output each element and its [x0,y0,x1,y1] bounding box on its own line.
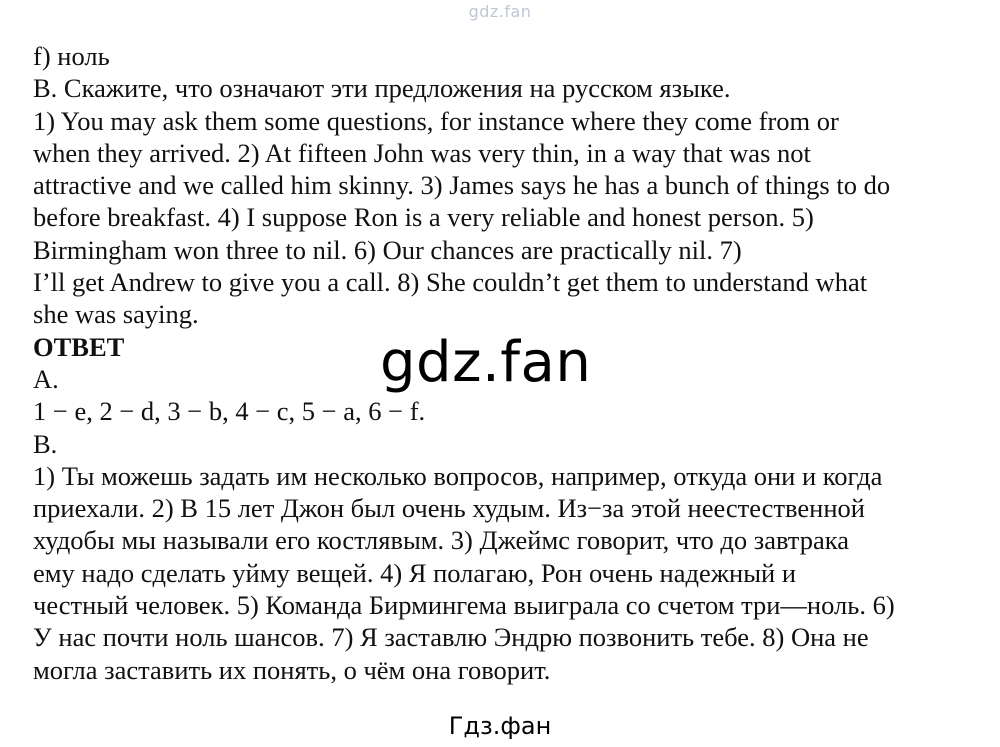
answer-section-a-label: A. [33,363,59,394]
text-line: she was saying. [33,299,199,330]
section-heading-b: B. Скажите, что означают эти предложения на русском языке. [33,73,731,104]
text-line: attractive and we called him skinny. 3) James says he has a bunch of things to do [33,170,891,201]
bottom-watermark: Гдз.фан [448,712,552,740]
text-line: У нас почти ноль шансов. 7) Я заставлю Эндрю позвонить тебе. 8) Она не [33,622,869,653]
center-watermark: gdz.fan [380,330,592,395]
text-line: 1) Ты можешь задать им несколько вопросов, например, откуда они и когда [33,460,883,491]
answer-heading: ОТВЕТ [33,331,125,362]
text-line: могла заставить их понять, о чём она говорит. [33,654,551,685]
text-line: худобы мы называли его костлявым. 3) Джеймс говорит, что до завтрака [33,525,849,556]
text-line: ему надо сделать уйму вещей. 4) Я полагаю, Рон очень надежный и [33,557,797,588]
answer-section-b-label: B. [33,428,58,459]
top-watermark: gdz.fan [468,2,532,21]
answer-section-a-matches: 1 − e, 2 − d, 3 − b, 4 − c, 5 − a, 6 − f. [33,396,426,427]
text-line: when they arrived. 2) At fifteen John was very thin, in a way that was not [33,137,811,168]
text-line: 1) You may ask them some questions, for instance where they come from or [33,105,839,136]
text-line: честный человек. 5) Команда Бирмингема выиграла со счетом три—ноль. 6) [33,590,895,621]
text-line: Birmingham won three to nil. 6) Our chances are practically nil. 7) [33,234,742,265]
text-line: f) ноль [33,41,110,71]
text-line: I’ll get Andrew to give you a call. 8) She couldn’t get them to understand what [33,267,868,298]
text-line: before breakfast. 4) I suppose Ron is a very reliable and honest person. 5) [33,202,814,233]
text-line: приехали. 2) В 15 лет Джон был очень худым. Из−за этой неестественной [33,493,865,524]
